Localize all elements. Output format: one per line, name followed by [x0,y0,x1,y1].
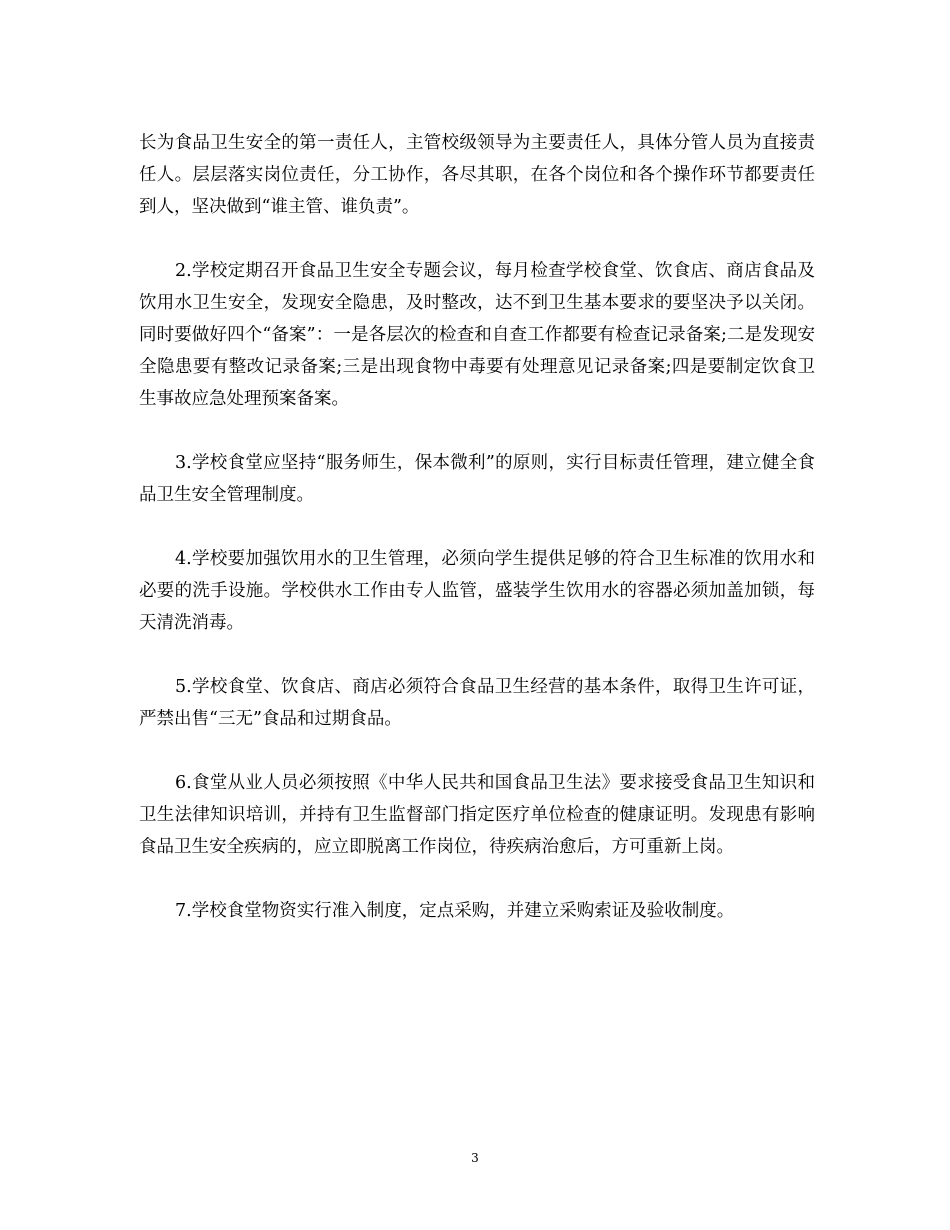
paragraph-6: 6.食堂从业人员必须按照《中华人民共和国食品卫生法》要求接受食品卫生知识和卫生法律知识培训，并持有卫生监督部门指定医疗单位检查的健康证明。发现患有影响食品卫生安全疾病的，应立即脱离工作岗位，待疾病治愈后，方可重新上岗。 [139,773,815,857]
paragraph-3: 3.学校食堂应坚持“服务师生，保本微利”的原则，实行目标责任管理，建立健全食品卫生安全管理制度。 [139,453,815,505]
paragraph-gap [139,415,815,447]
paragraph-2: 2.学校定期召开食品卫生安全专题会议，每月检查学校食堂、饮食店、商店食品及饮用水卫生安全，发现安全隐患，及时整改，达不到卫生基本要求的要坚决予以关闭。同时要做好四个“备案”：一是各层次的检查和自查工作都要有检查记录备案;二是发现安全隐患要有整改记录备案;三是出现食物中毒要有处理意见记录备案;四是要制定饮食卫生事故应急处理预案备案。 [139,261,815,409]
paragraph-5: 5.学校食堂、饮食店、商店必须符合食品卫生经营的基本条件，取得卫生许可证，严禁出售“三无”食品和过期食品。 [139,677,815,729]
paragraph-1: 长为食品卫生安全的第一责任人，主管校级领导为主要责任人，具体分管人员为直接责任人。层层落实岗位责任，分工协作，各尽其职，在各个岗位和各个操作环节都要责任到人，坚决做到“谁主管、谁负责”。 [139,133,815,217]
paragraph-7: 7.学校食堂物资实行准入制度，定点采购，并建立采购索证及验收制度。 [175,901,735,921]
paragraph-gap [139,511,815,543]
paragraph-gap [139,639,815,671]
document-body [139,127,815,927]
paragraph-4: 4.学校要加强饮用水的卫生管理，必须向学生提供足够的符合卫生标准的饮用水和必要的洗手设施。学校供水工作由专人监管，盛装学生饮用水的容器必须加盖加锁，每天清洗消毒。 [139,549,815,633]
paragraph-gap [139,863,815,895]
page-number: 3 [471,1151,479,1165]
paragraph-gap [139,735,815,767]
paragraph-gap [139,223,815,255]
